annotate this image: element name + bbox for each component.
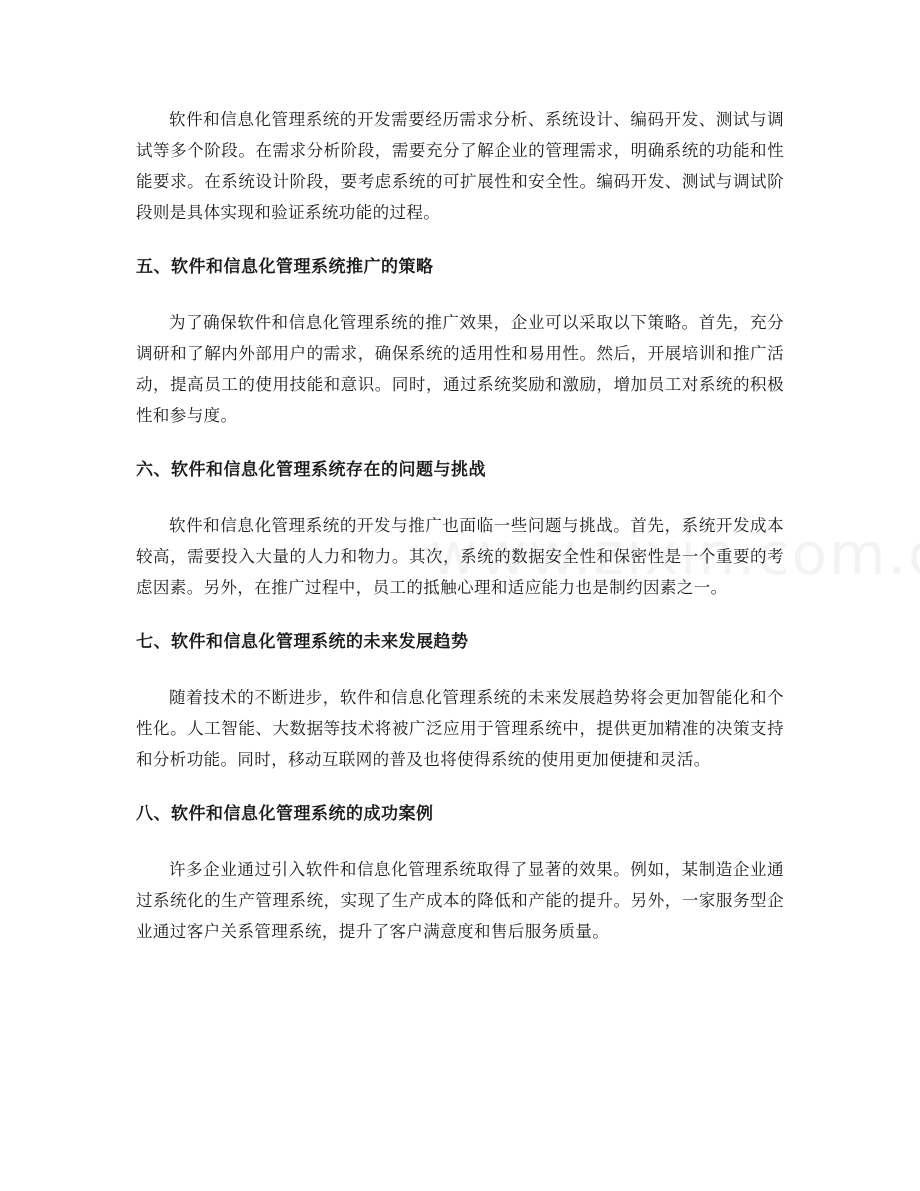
paragraph-success-cases: 许多企业通过引入软件和信息化管理系统取得了显著的效果。例如，某制造企业通过系统化的生产管理系统，实现了生产成本的降低和产能的提升。另外，一家服务型企业通过客户关系管理系统，提升了客户满意度和售后服务质量。 <box>136 860 784 941</box>
paragraph-problems-challenges: 软件和信息化管理系统的开发与推广也面临一些问题与挑战。首先，系统开发成本较高，需要投入大量的人力和物力。其次，系统的数据安全性和保密性是一个重要的考虑因素。另外，在推广过程中，员工的抵触心理和适应能力也是制约因素之一。 <box>136 516 784 597</box>
heading-promotion-strategy: 五、软件和信息化管理系统推广的策略 <box>136 257 434 277</box>
paragraph-promotion-strategy: 为了确保软件和信息化管理系统的推广效果，企业可以采取以下策略。首先，充分调研和了解内外部用户的需求，确保系统的适用性和易用性。然后，开展培训和推广活动，提高员工的使用技能和意识。同时，通过系统奖励和激励，增加员工对系统的积极性和参与度。 <box>136 313 784 425</box>
paragraph-future-trends: 随着技术的不断进步，软件和信息化管理系统的未来发展趋势将会更加智能化和个性化。人工智能、大数据等技术将被广泛应用于管理系统中，提供更加精准的决策支持和分析功能。同时，移动互联网的普及也将使得系统的使用更加便捷和灵活。 <box>136 688 784 769</box>
heading-success-cases: 八、软件和信息化管理系统的成功案例 <box>136 804 434 824</box>
heading-problems-challenges: 六、软件和信息化管理系统存在的问题与挑战 <box>136 460 486 480</box>
document-body <box>136 104 784 947</box>
heading-future-trends: 七、软件和信息化管理系统的未来发展趋势 <box>136 632 469 652</box>
paragraph-development-stages: 软件和信息化管理系统的开发需要经历需求分析、系统设计、编码开发、测试与调试等多个阶段。在需求分析阶段，需要充分了解企业的管理需求，明确系统的功能和性能要求。在系统设计阶段，要考虑系统的可扩展性和安全性。编码开发、测试与调试阶段则是具体实现和验证系统功能的过程。 <box>136 110 784 222</box>
